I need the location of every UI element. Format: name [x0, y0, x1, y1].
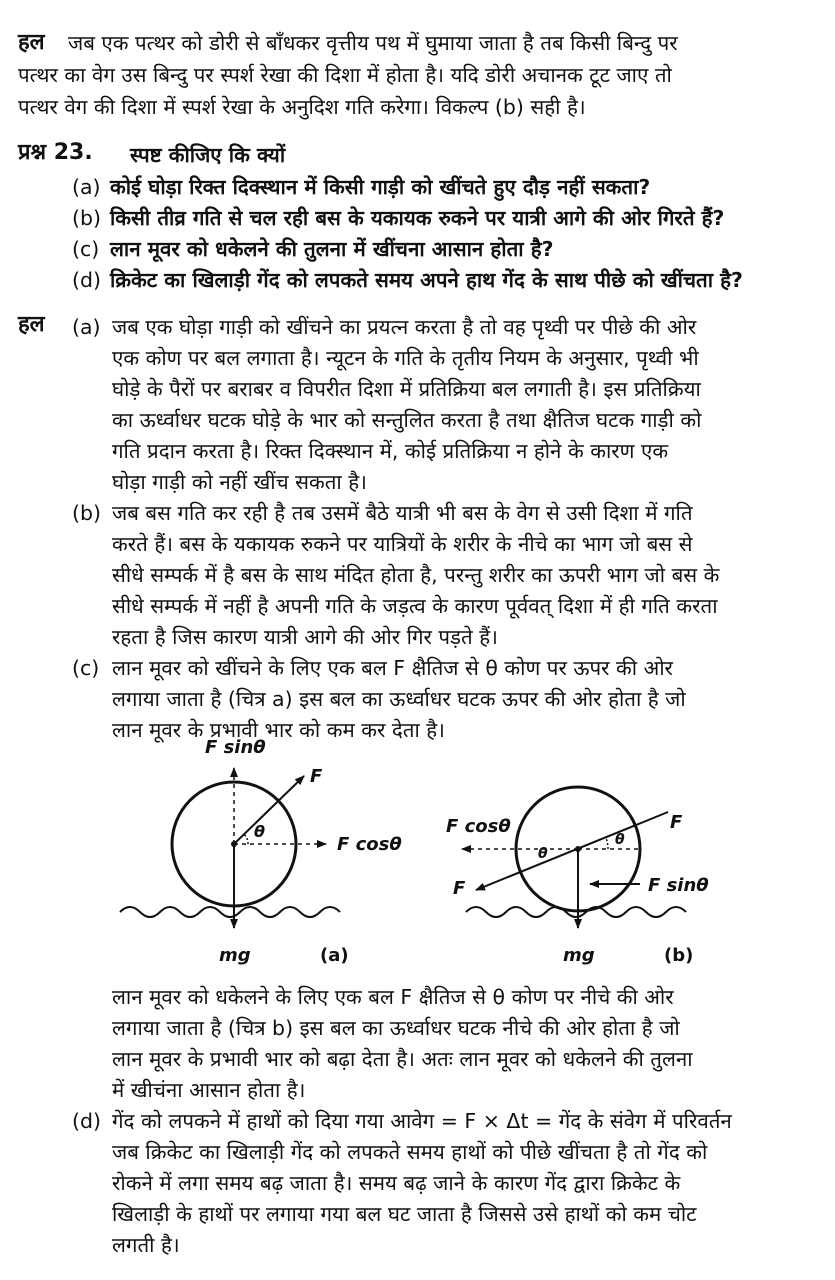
intro-line: जब एक पत्थर को डोरी से बाँधकर वृत्तीय पथ में घुमाया जाता है तब किसी बिन्दु पर [68, 31, 678, 55]
label-f-top-b: F [670, 812, 683, 833]
solution-a-line: घोड़ा गाड़ी को नहीं खींच सकता है। [112, 470, 367, 494]
solution-d-line: रोकने में लगा समय बढ़ जाता है। समय बढ़ जाने के कारण गेंद द्वारा क्रिकेट के [112, 1171, 681, 1195]
ground-a [120, 907, 340, 917]
question-part-label: (d) [72, 268, 102, 292]
solution-a-line: एक कोण पर बल लगाता है। न्यूटन के गति के तृतीय नियम के अनुसार, पृथ्वी भी [112, 346, 699, 370]
question-part-text: लान मूवर को धकेलने की तुलना में खींचना आसान होता है? [110, 237, 554, 261]
label-f-cos-a: F cosθ [337, 834, 402, 855]
solution-c-line: लान मूवर के प्रभावी भार को कम कर देता है। [112, 718, 445, 742]
question-part-label: (b) [72, 206, 102, 230]
solution-d-line: जब क्रिकेट का खिलाड़ी गेंद को लपकते समय हाथों को पीछे खींचता है तो गेंद को [112, 1140, 708, 1164]
solution-d-line: गेंद को लपकने में हाथों को दिया गया आवेग = F × Δt = गेंद के संवेग में परिवर्तन [112, 1109, 732, 1133]
solution-b-line: करते हैं। बस के यकायक रुकने पर यात्रियों के शरीर के नीचे का भाग जो बस से [112, 532, 693, 556]
label-theta1-b: θ [538, 846, 548, 862]
question-part-text: कोई घोड़ा रिक्त दिक्स्थान में किसी गाड़ी को खींचते हुए दौड़ नहीं सकता? [110, 175, 651, 199]
label-mg-b: mg [563, 945, 595, 966]
solution-c-line: लान मूवर को खींचने के लिए एक बल F क्षैतिज से θ कोण पर ऊपर की ओर [112, 656, 673, 680]
solution-b-line: जब बस गति कर रही है तब उसमें बैठे यात्री भी बस के वेग से उसी दिशा में गति [112, 501, 693, 525]
label-f-sin-a: F sinθ [205, 737, 266, 758]
question-part-label: (c) [72, 237, 100, 261]
label-mg-a: mg [219, 945, 251, 966]
solution-a-line: घोड़े के पैरों पर बराबर व विपरीत दिशा में प्रतिक्रिया बल लगाती है। इस प्रतिक्रिया [112, 377, 701, 401]
caption-figure-b: (b) [664, 945, 694, 966]
figure-b-diagram [462, 787, 686, 928]
caption-figure-a: (a) [320, 945, 349, 966]
question-number: प्रश्न 23. [18, 140, 93, 165]
solution-b-line: रहता है जिस कारण यात्री आगे की ओर गिर पड़ते हैं। [112, 625, 498, 649]
angle-arc-a [244, 834, 248, 844]
figure-a-diagram [120, 768, 340, 928]
solution-b-line: सीधे सम्पर्क में नहीं है अपनी गति के जड़त्व के कारण पूर्ववत् दिशा में ही गति करता [112, 594, 718, 618]
solution-c-line: लगाया जाता है (चित्र a) इस बल का ऊर्ध्वाधर घटक ऊपर की ओर होता है जो [112, 687, 686, 711]
solution-c-line2: लान मूवर के प्रभावी भार को बढ़ा देता है। अतः लान मूवर को धकेलने की तुलना [112, 1047, 693, 1071]
solution-head: हल [18, 312, 45, 337]
solution-a-line: जब एक घोड़ा गाड़ी को खींचने का प्रयत्न करता है तो वह पृथ्वी पर पीछे की ओर [112, 315, 697, 339]
f-arrow-a [234, 776, 304, 844]
intro-line: पत्थर वेग की दिशा में स्पर्श रेखा के अनुदिश गति करेगा। विकल्प (b) सही है। [18, 95, 586, 119]
solution-d-line: लगती है। [112, 1233, 180, 1257]
label-f-left-b: F [453, 878, 466, 899]
intro-head: हल [18, 30, 45, 55]
question-text: स्पष्ट कीजिए कि क्यों [130, 143, 286, 167]
solution-c-line2: लान मूवर को धकेलने के लिए एक बल F क्षैतिज से θ कोण पर नीचे की ओर [112, 985, 674, 1009]
solution-a-line: का ऊर्ध्वाधर घटक घोड़े के भार को सन्तुलित करता है तथा क्षैतिज घटक गाड़ी को [112, 408, 702, 432]
solution-b-label: (b) [72, 501, 102, 525]
question-part-text: किसी तीव्र गति से चल रही बस के यकायक रुकने पर यात्री आगे की ओर गिरते हैं? [110, 206, 725, 230]
intro-line: पत्थर का वेग उस बिन्दु पर स्पर्श रेखा की दिशा में होता है। यदि डोरी अचानक टूट जाए तो [18, 63, 672, 87]
solution-b-line: सीधे सम्पर्क में है बस के साथ मंदित होता है, परन्तु शरीर का ऊपरी भाग जो बस के [112, 563, 720, 587]
label-f-sin-b: F sinθ [648, 875, 709, 896]
label-theta2-b: θ [615, 832, 625, 848]
solution-d-line: खिलाड़ी के हाथों पर लगाया गया बल घट जाता है जिससे उसे हाथों को कम चोट [112, 1202, 697, 1226]
question-part-label: (a) [72, 175, 101, 199]
solution-c-line2: लगाया जाता है (चित्र b) इस बल का ऊर्ध्वाधर घटक नीचे की ओर होता है जो [112, 1016, 680, 1040]
label-theta-a: θ [254, 822, 265, 841]
question-part-text: क्रिकेट का खिलाड़ी गेंद को लपकते समय अपने हाथ गेंद के साथ पीछे को खींचता है? [110, 268, 743, 292]
angle-arc-b [606, 838, 608, 849]
label-f-cos-b: F cosθ [446, 816, 511, 837]
label-f-a: F [310, 766, 323, 787]
solution-d-label: (d) [72, 1109, 102, 1133]
solution-a-label: (a) [72, 315, 101, 339]
solution-a-line: गति प्रदान करता है। रिक्त दिक्स्थान में, कोई प्रतिक्रिया न होने के कारण एक [112, 439, 669, 463]
solution-c-label: (c) [72, 656, 100, 680]
solution-c-line2: में खीचंना आसान होता है। [112, 1078, 306, 1102]
